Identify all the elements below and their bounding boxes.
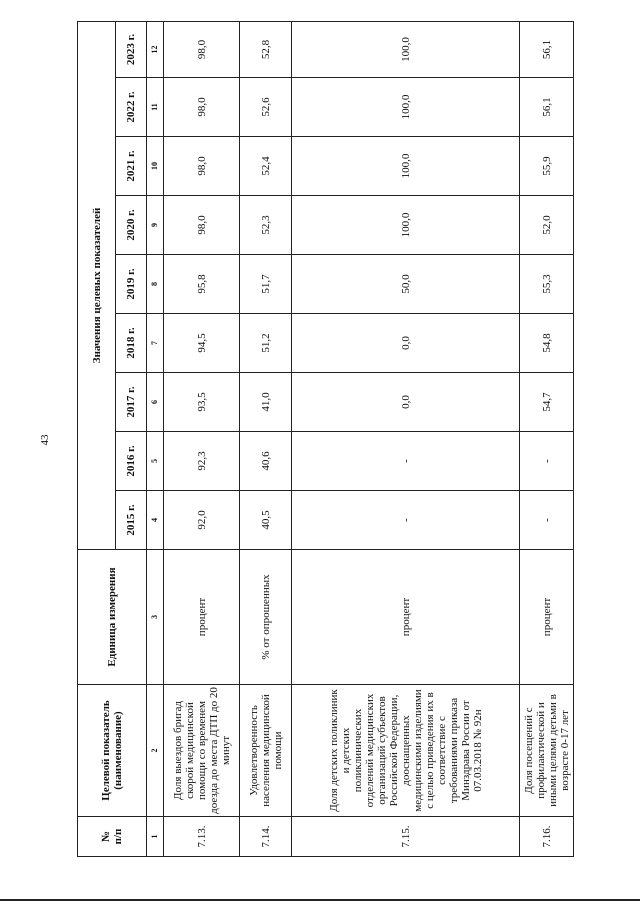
value-cell: 92,0 — [164, 491, 240, 550]
value-cell: 100,0 — [292, 78, 520, 137]
value-cell: 41,0 — [240, 373, 292, 432]
indicator-name: Удовлетворенность населения медицинской помощи — [240, 685, 292, 817]
row-number: 7.13. — [164, 817, 240, 857]
indicator-name: Доля посещений с профилактической и иными целями детьми в возрасте 0-17 лет — [520, 685, 574, 817]
value-cell: 52,8 — [240, 21, 292, 77]
table-row — [164, 21, 240, 856]
value-cell: 52,4 — [240, 137, 292, 196]
column-number: 9 — [147, 196, 164, 255]
value-cell: 54,7 — [520, 373, 574, 432]
value-cell: 0,0 — [292, 314, 520, 373]
value-cell: 51,7 — [240, 255, 292, 314]
value-cell: 55,9 — [520, 137, 574, 196]
value-cell: 93,5 — [164, 373, 240, 432]
value-cell: 40,5 — [240, 491, 292, 550]
page-number: 43 — [39, 434, 51, 446]
column-number: 2 — [147, 685, 164, 817]
indicator-name: Доля детских поликлиник и детских поликлинических отделений медицинских организаций субъектов Российской Федерации, дооснащенных медицинскими изделиями с целью приведения их в соответствие с требованиями приказа Минздрава России от 07.03.2018 № 92н — [292, 685, 520, 817]
value-cell: 98,0 — [164, 196, 240, 255]
header-indicator: Целевой показатель (наименование) — [78, 685, 147, 817]
value-cell: 100,0 — [292, 196, 520, 255]
indicator-table — [77, 21, 574, 857]
header-num: № п/п — [78, 817, 147, 857]
header-year: 2019 г. — [116, 255, 147, 314]
unit-cell: процент — [520, 550, 574, 685]
header-year: 2016 г. — [116, 432, 147, 491]
header-unit: Единица измерения — [78, 550, 147, 685]
header-year: 2015 г. — [116, 491, 147, 550]
value-cell: 56,1 — [520, 78, 574, 137]
table-row — [520, 21, 574, 856]
value-cell: - — [292, 491, 520, 550]
row-number: 7.14. — [240, 817, 292, 857]
value-cell: 52,0 — [520, 196, 574, 255]
value-cell: 98,0 — [164, 137, 240, 196]
value-cell: 54,8 — [520, 314, 574, 373]
value-cell: 52,6 — [240, 78, 292, 137]
indicator-name: Доля выездов бригад скорой медицинской помощи со временем доезда до места ДТП до 20 минут — [164, 685, 240, 817]
header-year: 2020 г. — [116, 196, 147, 255]
header-values-group: Значения целевых показателей — [78, 21, 116, 549]
value-cell: 0,0 — [292, 373, 520, 432]
unit-cell: процент — [164, 550, 240, 685]
column-number: 5 — [147, 432, 164, 491]
column-number: 12 — [147, 21, 164, 77]
value-cell: - — [520, 491, 574, 550]
bottom-rule — [0, 899, 640, 901]
header-year: 2022 г. — [116, 78, 147, 137]
column-number: 7 — [147, 314, 164, 373]
value-cell: 56,1 — [520, 21, 574, 77]
row-number: 7.16. — [520, 817, 574, 857]
indicator-table-container — [77, 22, 571, 857]
table-row — [292, 21, 520, 856]
column-number: 8 — [147, 255, 164, 314]
header-year: 2017 г. — [116, 373, 147, 432]
value-cell: 55,3 — [520, 255, 574, 314]
value-cell: 100,0 — [292, 137, 520, 196]
column-number: 11 — [147, 78, 164, 137]
value-cell: - — [520, 432, 574, 491]
value-cell: 52,3 — [240, 196, 292, 255]
column-number: 3 — [147, 550, 164, 685]
column-number: 4 — [147, 491, 164, 550]
value-cell: 94,5 — [164, 314, 240, 373]
header-year: 2023 г. — [116, 21, 147, 77]
column-number: 6 — [147, 373, 164, 432]
value-cell: - — [292, 432, 520, 491]
value-cell: 100,0 — [292, 21, 520, 77]
value-cell: 95,8 — [164, 255, 240, 314]
value-cell: 50,0 — [292, 255, 520, 314]
unit-cell: % от опрошенных — [240, 550, 292, 685]
table-row — [240, 21, 292, 856]
header-year: 2018 г. — [116, 314, 147, 373]
value-cell: 40,6 — [240, 432, 292, 491]
value-cell: 51,2 — [240, 314, 292, 373]
value-cell: 92,3 — [164, 432, 240, 491]
column-number: 1 — [147, 817, 164, 857]
row-number: 7.15. — [292, 817, 520, 857]
column-number: 10 — [147, 137, 164, 196]
value-cell: 98,0 — [164, 21, 240, 77]
header-year: 2021 г. — [116, 137, 147, 196]
unit-cell: процент — [292, 550, 520, 685]
value-cell: 98,0 — [164, 78, 240, 137]
